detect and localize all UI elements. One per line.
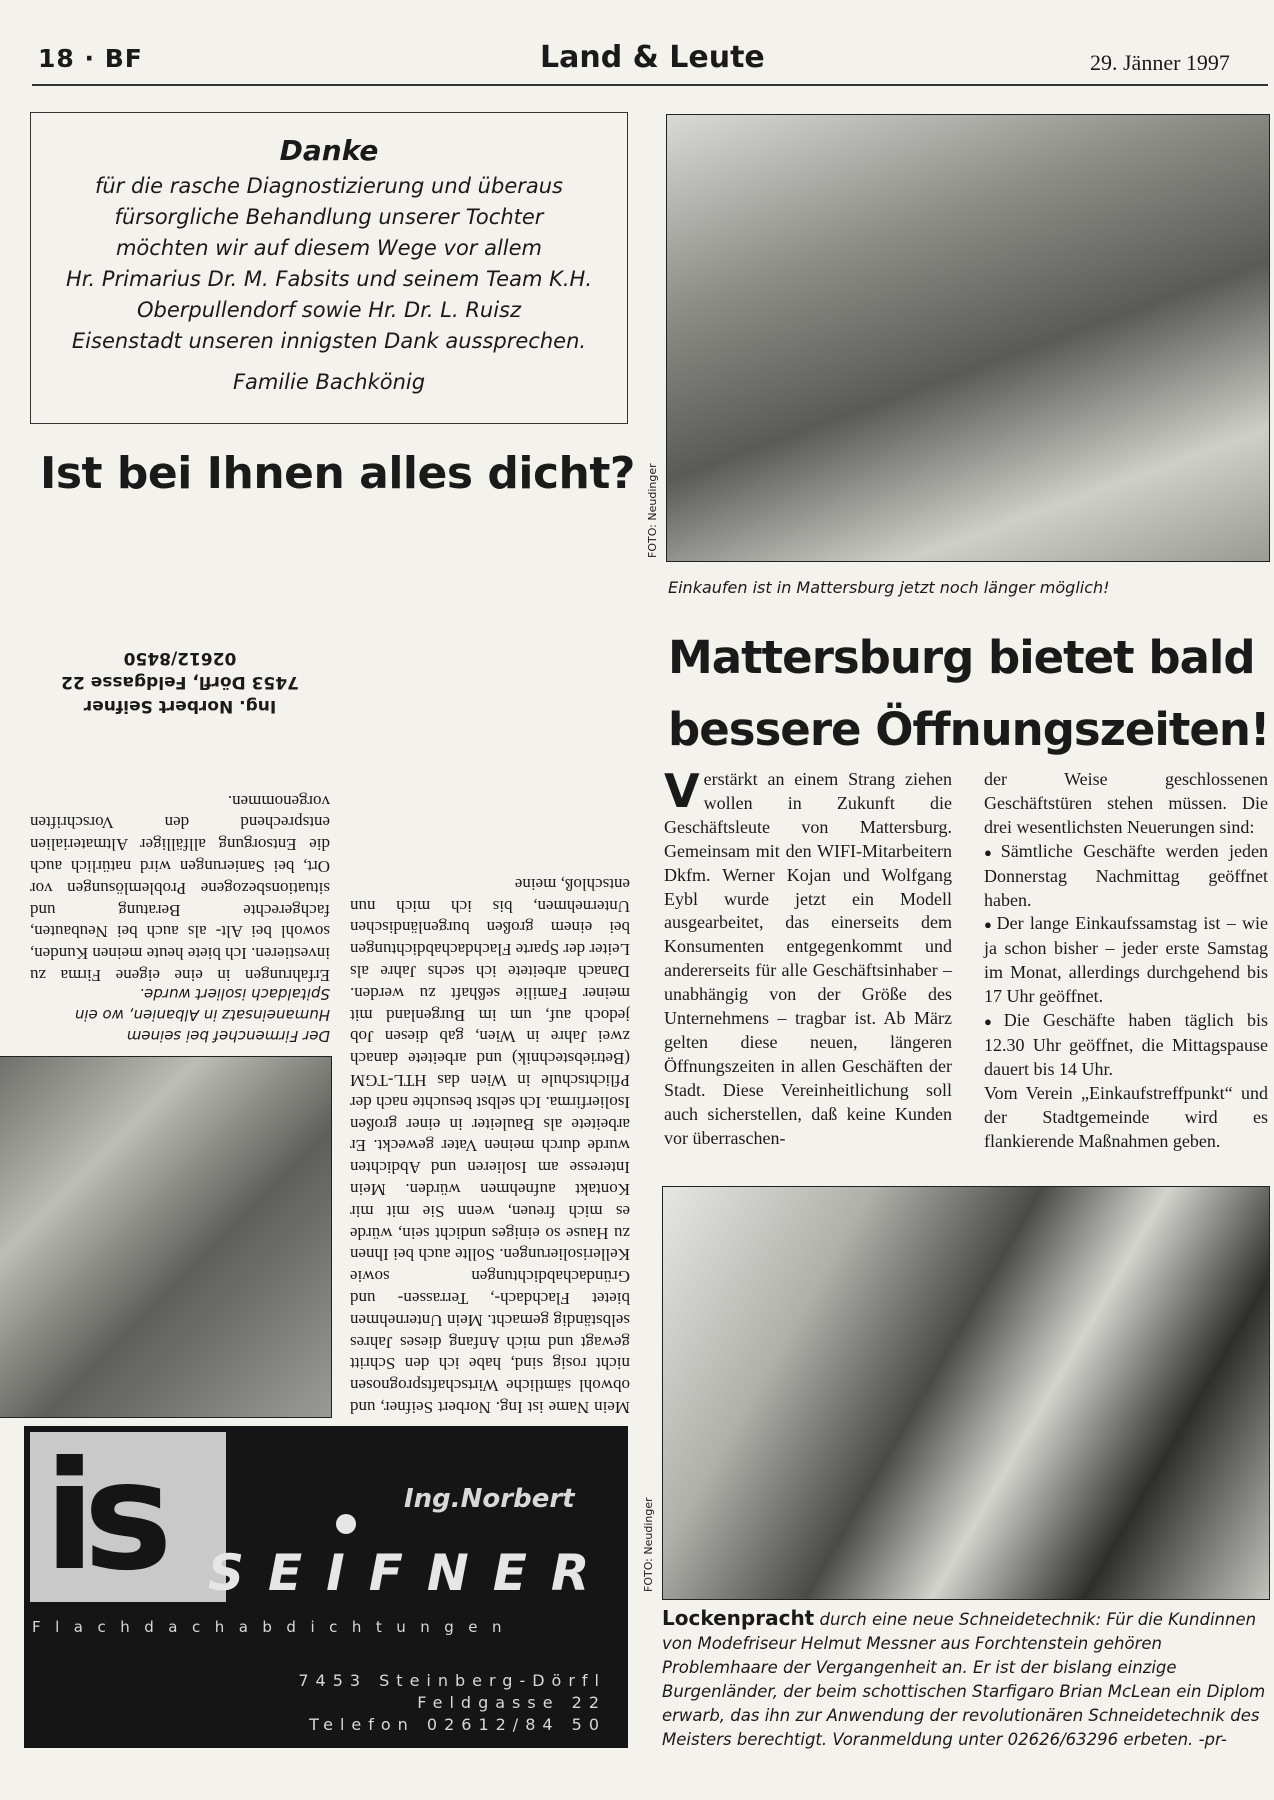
- hairdresser-photo: [662, 1186, 1270, 1600]
- thanks-signature: Familie Bachkönig: [232, 370, 426, 394]
- thanks-line: Hr. Primarius Dr. M. Fabsits und seinem Team K.H.: [65, 267, 593, 291]
- ad-brand: SEIFNER: [208, 1544, 614, 1602]
- page-number: 18 · BF: [38, 44, 143, 73]
- ad-address-line2: Feldgasse 22: [417, 1693, 606, 1712]
- article-bullet: ● Die Geschäfte haben täglich bis 12.30 Uhr geöffnet, die Mittagspause dauert bis 14 Uhr.: [984, 1009, 1268, 1082]
- article-bullet: ● Sämtliche Geschäfte werden jeden Donnerstag Nachmittag geöffnet haben.: [984, 840, 1268, 913]
- seifner-logo: [30, 1432, 226, 1602]
- roofer-photo: [0, 1056, 332, 1418]
- ad-phone: Telefon 02612/84 50: [309, 1715, 606, 1734]
- thanks-line: möchten wir auf diesem Wege vor allem: [115, 236, 543, 260]
- thanks-line: Eisenstadt unseren innigsten Dank aussprechen.: [71, 329, 587, 353]
- ad-address-line1: 7453 Steinberg-Dörfl: [298, 1671, 606, 1690]
- issue-date: 29. Jänner 1997: [1090, 50, 1230, 75]
- hairdresser-photo-credit: FOTO: Neudinger: [642, 1497, 655, 1592]
- article-headline-line1: Mattersburg bietet bald: [668, 631, 1255, 684]
- article-headline: [668, 622, 1274, 766]
- advertorial-body: [26, 522, 630, 1418]
- article-col2-outro: Vom Verein „Einkaufstreffpunkt“ und der Stadtgemeinde wird es flankierende Maßnahmen geben.: [984, 1082, 1268, 1151]
- advertorial-headline: Ist bei Ihnen alles dicht?: [40, 448, 635, 499]
- advertorial-column-2: Erfahrungen in eine eigene Firma zu investieren. Ich biete heute meinen Kunden, sowohl bei Alt- als auch bei Neubauten, fachgerechte Beratung und situationsbezogene Problemlösungen vor Ort, bei Sanierungen wird natürlich auch die Entsorgung allfälliger Altmaterialien entsprechend den Vorschriften vorgenommen.: [30, 791, 330, 985]
- caption-text: durch eine neue Schneidetechnik: Für die Kundinnen von Modefriseur Helmut Messner aus Forchtenstein gehören Problemhaare der Vergangenheit an. Er ist der bislang einzige Burgenländer, der beim schottischen Starfigaro Brian McLean ein Diplom erwarb, das ihn zur Anwendung der revolutionären Schneidetechnik des Meisters berechtigt. Voranmeldung unter 02626/63296 erbeten.: [662, 1610, 1266, 1749]
- ad-owner-name: Ing.Norbert: [404, 1484, 575, 1514]
- article-dropcap: V: [664, 764, 700, 818]
- caption-byline: -pr-: [1198, 1730, 1227, 1749]
- article-col2-intro: der Weise geschlossenen Geschäftstüren stehen müssen. Die drei wesentlichsten Neuerungen sind:: [984, 769, 1268, 837]
- thanks-title: Danke: [279, 134, 379, 167]
- street-photo-caption: Einkaufen ist in Mattersburg jetzt noch länger möglich!: [668, 578, 1110, 597]
- roofer-photo-caption: Der Firmenchef bei seinem Humaneinsatz in Albanien, wo ein Spitaldach isoliert wurde.: [74, 985, 330, 1045]
- ad-address: [298, 1670, 606, 1736]
- article-bullet: ● Der lange Einkaufssamstag ist – wie ja schon bisher – jeder erste Samstag im Monat, allerdings durchgehend bis 17 Uhr geöffnet.: [984, 912, 1268, 1009]
- article-headline-line2: bessere Öffnungszeiten!: [668, 703, 1270, 756]
- seifner-advertisement: [24, 1426, 628, 1748]
- street-photo-credit: FOTO: Neudinger: [646, 463, 659, 558]
- street-photo: [666, 114, 1270, 562]
- advertorial-column-1: Mein Name ist Ing. Norbert Seifner, und obwohl sämtliche Wirtschaftsprognosen nicht rosig sind, habe ich den Schritt gewagt und mich Anfang dieses Jahres selbständig gemacht. Mein Unternehmen bietet Flachdach-, Terrassen- und Gründachabdichtungen sowie Kellerisolierungen. Sollte auch bei Ihnen zu Hause so einiges undicht sein, würde es mich freuen, wenn Sie mit mir Kontakt aufnehmen würden. Mein Interesse am Isolieren und Abdichten wurde durch meinen Vater geweckt. Er arbeitete als Bauleiter in einer großen Isolierfirma. Ich selbst besuchte nach der Pflichtschule in Wien das HTL-TGM (Betriebstechnik) und arbeitete danach zwei Jahre in Wien, gab diesen Job jedoch auf, um im Burgenland mit meiner Familie seßhaft zu werden. Danach arbeitete ich sechs Jahre als Leiter der Sparte Flachdachabdichtungen bei einem großen burgenländischen Unternehmen, bis ich mich nun entschloß, meine: [350, 874, 630, 1417]
- advertorial-contact: [30, 646, 330, 718]
- article-bullets: [984, 840, 1268, 1082]
- thanks-line: für die rasche Diagnostizierung und überaus: [94, 174, 563, 198]
- article-column-2: [984, 768, 1268, 1154]
- section-title: Land & Leute: [540, 40, 765, 75]
- contact-name: Ing. Norbert Seifner: [83, 696, 277, 716]
- thanks-line: fürsorgliche Behandlung unserer Tochter: [114, 205, 544, 229]
- contact-phone: 02612/8450: [123, 648, 237, 668]
- thanks-line: Oberpullendorf sowie Hr. Dr. L. Ruisz: [136, 298, 522, 322]
- contact-street: 7453 Dörfl, Feldgasse 22: [61, 672, 299, 692]
- article-col1-text: erstärkt an einem Strang ziehen wollen in Zukunft die Geschäftsleute von Mattersburg. Gemeinsam mit den WIFI-Mitarbeitern Dkfm. Werner Kojan und Wolfgang Eybl wurde jetzt ein Modell ausgearbeitet, das einerseits dem Konsumenten entgegenkommt und andererseits für alle Geschäftsinhaber – unabhängig von der Größe des Unternehmens – tragbar ist. Ab März gelten diese neuen, längeren Öffnungszeiten in allen Geschäften der Stadt. Diese Vereinheitlichung soll auch sicherstellen, daß keine Kunden vor überraschen-: [664, 769, 952, 1148]
- header-rule: [32, 84, 1268, 86]
- hairdresser-caption: [662, 1606, 1266, 1752]
- article-column-1: [664, 764, 952, 1151]
- thanks-notice: [30, 112, 628, 424]
- caption-lead: Lockenpracht: [662, 1606, 815, 1630]
- ad-tagline: Flachdachabdichtungen: [32, 1618, 517, 1636]
- logo-lettering: is: [44, 1430, 161, 1604]
- logo-dot: [336, 1514, 356, 1534]
